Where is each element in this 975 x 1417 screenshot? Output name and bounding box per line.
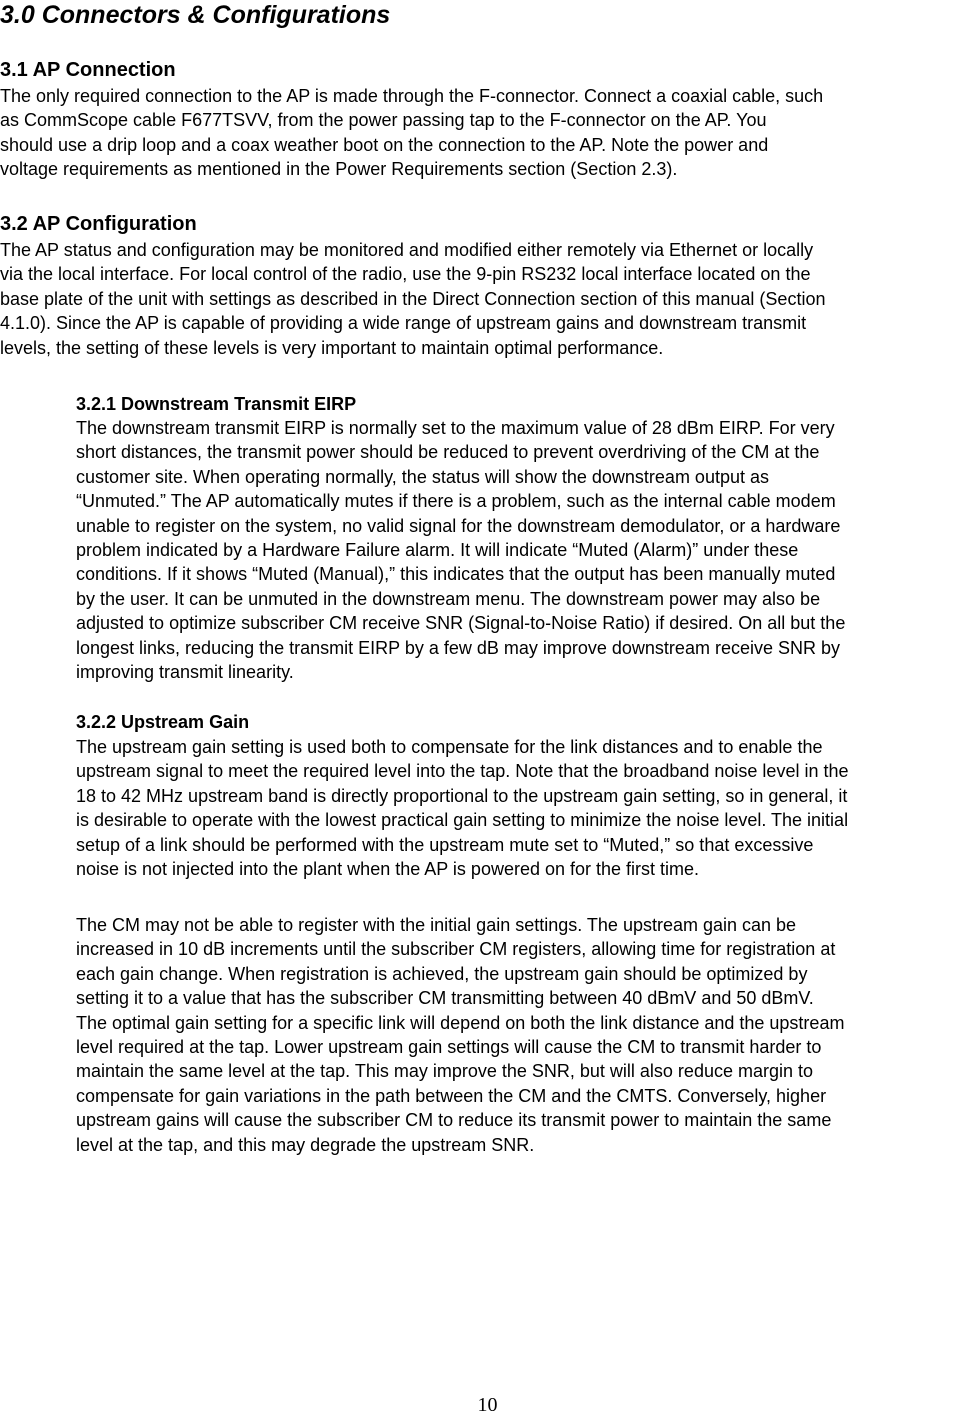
text-line: The AP status and configuration may be monitored and modified either remotely via Ethernet or locally <box>0 240 814 260</box>
text-line: short distances, the transmit power should be reduced to prevent overdriving of the CM at the <box>76 442 820 463</box>
paragraph-upstream-gain-2 <box>76 913 844 1157</box>
paragraph-upstream-gain-1 <box>76 735 849 881</box>
text-line: adjusted to optimize subscriber CM receive SNR (Signal-to-Noise Ratio) if desired. On all but the <box>76 613 846 634</box>
text-line: unable to register on the system, no valid signal for the downstream demodulator, or a hardware <box>76 515 841 536</box>
text-line: setup of a link should be performed with the upstream mute set to “Muted,” so that excessive <box>76 834 814 855</box>
text-line: upstream gains will cause the subscriber CM to reduce its transmit power to maintain the same <box>76 1110 832 1131</box>
page-number: 10 <box>477 1394 498 1416</box>
heading-downstream-transmit-eirp: 3.2.1 Downstream Transmit EIRP <box>76 394 357 414</box>
paragraph-downstream-transmit-eirp <box>76 416 845 684</box>
text-line: upstream signal to meet the required level into the tap. Note that the broadband noise level in the <box>76 761 849 782</box>
text-line: as CommScope cable F677TSVV, from the power passing tap to the F-connector on the AP. You <box>0 110 767 131</box>
text-line: The optimal gain setting for a specific link will depend on both the link distance and the upstream <box>76 1012 845 1033</box>
text-line: should use a drip loop and a coax weather boot on the connection to the AP. Note the power and <box>0 134 769 155</box>
text-line: level required at the tap. Lower upstream gain settings will cause the CM to transmit harder to <box>76 1036 822 1057</box>
text-line: via the local interface. For local control of the radio, use the 9-pin RS232 local interface located on the <box>0 264 811 285</box>
text-line: “Unmuted.” The AP automatically mutes if there is a problem, such as the internal cable modem <box>76 491 836 512</box>
text-line: is desirable to operate with the lowest practical gain setting to minimize the noise level. The initial <box>76 810 849 831</box>
text-line: 18 to 42 MHz upstream band is directly proportional to the upstream gain setting, so in general, it <box>76 785 848 806</box>
text-line: compensate for gain variations in the path between the CM and the CMTS. Conversely, higher <box>76 1085 827 1106</box>
heading-ap-configuration: 3.2 AP Configuration <box>0 213 197 235</box>
text-line: setting it to a value that has the subscriber CM transmitting between 40 dBmV and 50 dBmV. <box>76 988 814 1009</box>
text-line: by the user. It can be unmuted in the downstream menu. The downstream power may also be <box>76 588 821 609</box>
text-line: noise is not injected into the plant when the AP is powered on for the first time. <box>76 858 700 879</box>
text-line: The only required connection to the AP is made through the F-connector. Connect a coaxial cable, such <box>0 86 824 106</box>
text-line: customer site. When operating normally, the status will show the downstream output as <box>76 466 769 487</box>
heading-upstream-gain: 3.2.2 Upstream Gain <box>76 712 250 732</box>
paragraph-ap-connection <box>0 84 823 182</box>
text-line: levels, the setting of these levels is very important to maintain optimal performance. <box>0 337 664 358</box>
text-line: each gain change. When registration is achieved, the upstream gain should be optimized by <box>76 963 808 984</box>
text-line: increased in 10 dB increments until the subscriber CM registers, allowing time for registration at <box>76 939 836 960</box>
heading-ap-connection: 3.1 AP Connection <box>0 59 176 81</box>
text-line: The upstream gain setting is used both to compensate for the link distances and to enable the <box>76 737 823 757</box>
text-line: The CM may not be able to register with the initial gain settings. The upstream gain can be <box>76 915 797 935</box>
paragraph-ap-configuration <box>0 238 825 360</box>
text-line: base plate of the unit with settings as described in the Direct Connection section of this manual (Section <box>0 288 826 309</box>
text-line: improving transmit linearity. <box>76 661 294 682</box>
text-line: maintain the same level at the tap. This may improve the SNR, but will also reduce margin to <box>76 1061 814 1082</box>
text-line: level at the tap, and this may degrade the upstream SNR. <box>76 1134 535 1155</box>
text-line: The downstream transmit EIRP is normally set to the maximum value of 28 dBm EIRP. For very <box>76 418 835 438</box>
text-line: voltage requirements as mentioned in the Power Requirements section (Section 2.3). <box>0 159 678 180</box>
text-line: longest links, reducing the transmit EIRP by a few dB may improve downstream receive SNR by <box>76 637 840 658</box>
text-line: problem indicated by a Hardware Failure alarm. It will indicate “Muted (Alarm)” under these <box>76 539 799 560</box>
text-line: 4.1.0). Since the AP is capable of providing a wide range of upstream gains and downstream transmit <box>0 313 807 334</box>
section-title: 3.0 Connectors & Configurations <box>0 1 391 29</box>
text-line: conditions. If it shows “Muted (Manual),” this indicates that the output has been manually muted <box>76 564 836 585</box>
